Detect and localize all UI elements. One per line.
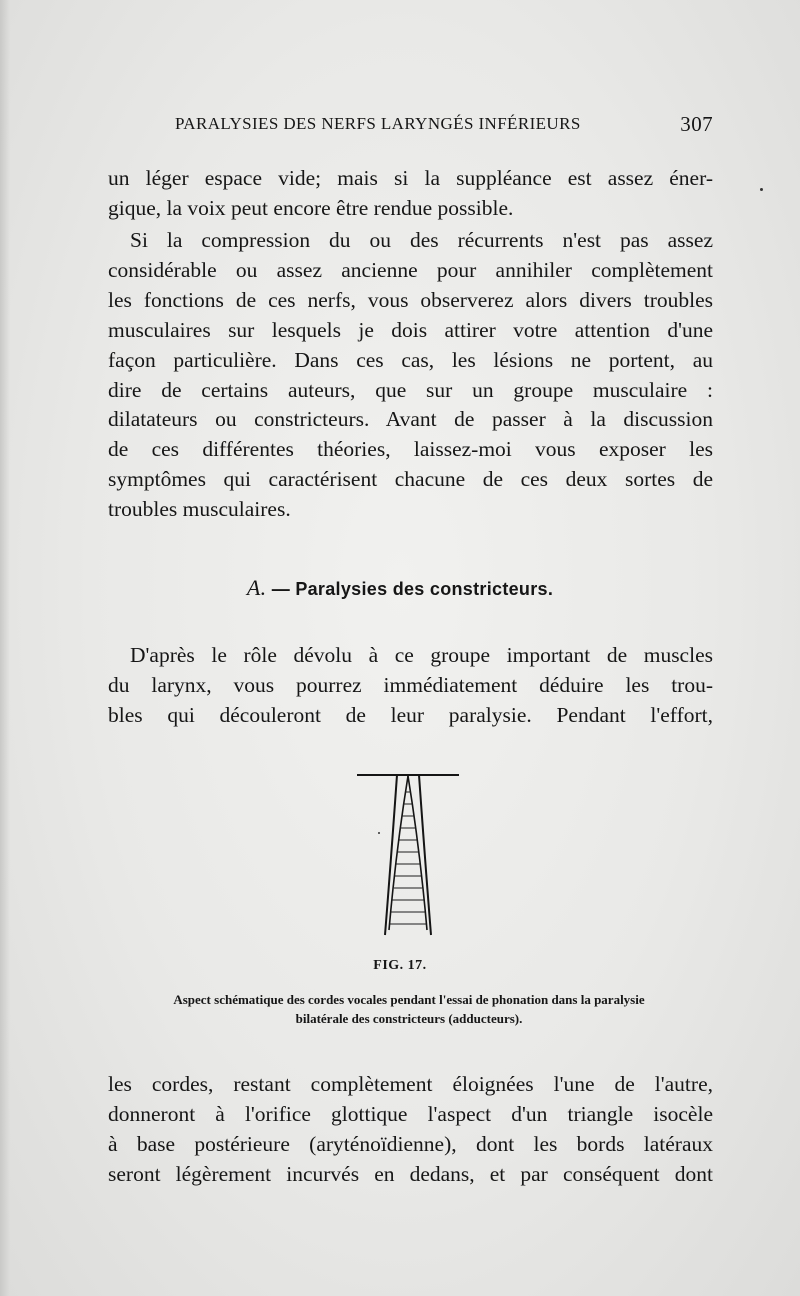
text-line: de ces différentes théories, laissez-moi vous exposer les — [108, 437, 713, 462]
figure-caption — [100, 990, 718, 1028]
text-line: à base postérieure (aryténoïdienne), dont les bords latéraux — [108, 1131, 713, 1156]
paragraph-constricteurs — [108, 641, 713, 731]
section-heading — [0, 575, 800, 601]
text-line: du larynx, vous pourrez immédiatement déduire les trou- — [108, 672, 713, 697]
text-line: gique, la voix peut encore être rendue possible. — [108, 195, 514, 220]
page-gutter-shadow — [0, 0, 10, 1296]
text-line: dire de certains auteurs, que sur un groupe musculaire : — [108, 377, 713, 402]
text-line: D'après le rôle dévolu à ce groupe important de muscles — [130, 643, 713, 667]
section-dash: — — [271, 579, 290, 599]
paragraph-continued — [108, 164, 713, 224]
paragraph-compression — [108, 226, 713, 525]
page-number: 307 — [680, 112, 713, 136]
text-line: dilatateurs ou constricteurs. Avant de passer à la discussion — [108, 407, 713, 432]
text-line: les cordes, restant complètement éloignées l'une de l'autre, — [108, 1072, 713, 1096]
running-header-title: PARALYSIES DES NERFS LARYNGÉS INFÉRIEURS — [175, 114, 581, 133]
paper-speck — [760, 188, 763, 191]
glottis-diagram-icon — [355, 770, 465, 940]
text-line: bles qui découleront de leur paralysie. Pendant l'effort, — [108, 702, 713, 727]
section-letter: A. — [246, 575, 267, 600]
section-title-text: Paralysies des constricteurs. — [295, 579, 554, 599]
text-line: donneront à l'orifice glottique l'aspect d'un triangle isocèle — [108, 1101, 713, 1126]
caption-line: Aspect schématique des cordes vocales pendant l'essai de phonation dans la paralysie — [173, 992, 645, 1007]
text-line: Si la compression du ou des récurrents n'est pas assez — [130, 228, 713, 252]
figure-label: FIG. 17. — [373, 958, 427, 973]
text-line: symptômes qui caractérisent chacune de ces deux sortes de — [108, 467, 713, 492]
text-line: un léger espace vide; mais si la suppléance est assez éner- — [108, 166, 713, 190]
text-line: seront légèrement incurvés en dedans, et par conséquent dont — [108, 1161, 713, 1186]
text-line: façon particulière. Dans ces cas, les lésions ne portent, au — [108, 347, 713, 372]
paper-speck — [378, 832, 380, 834]
caption-line: bilatérale des constricteurs (adducteurs). — [295, 1011, 523, 1026]
text-line: considérable ou assez ancienne pour annihiler complètement — [108, 257, 713, 282]
paragraph-after-figure — [108, 1070, 713, 1190]
text-line: les fonctions de ces nerfs, vous observerez alors divers troubles — [108, 287, 713, 312]
text-line: musculaires sur lesquels je dois attirer votre attention d'une — [108, 317, 713, 342]
text-line: troubles musculaires. — [108, 497, 291, 522]
